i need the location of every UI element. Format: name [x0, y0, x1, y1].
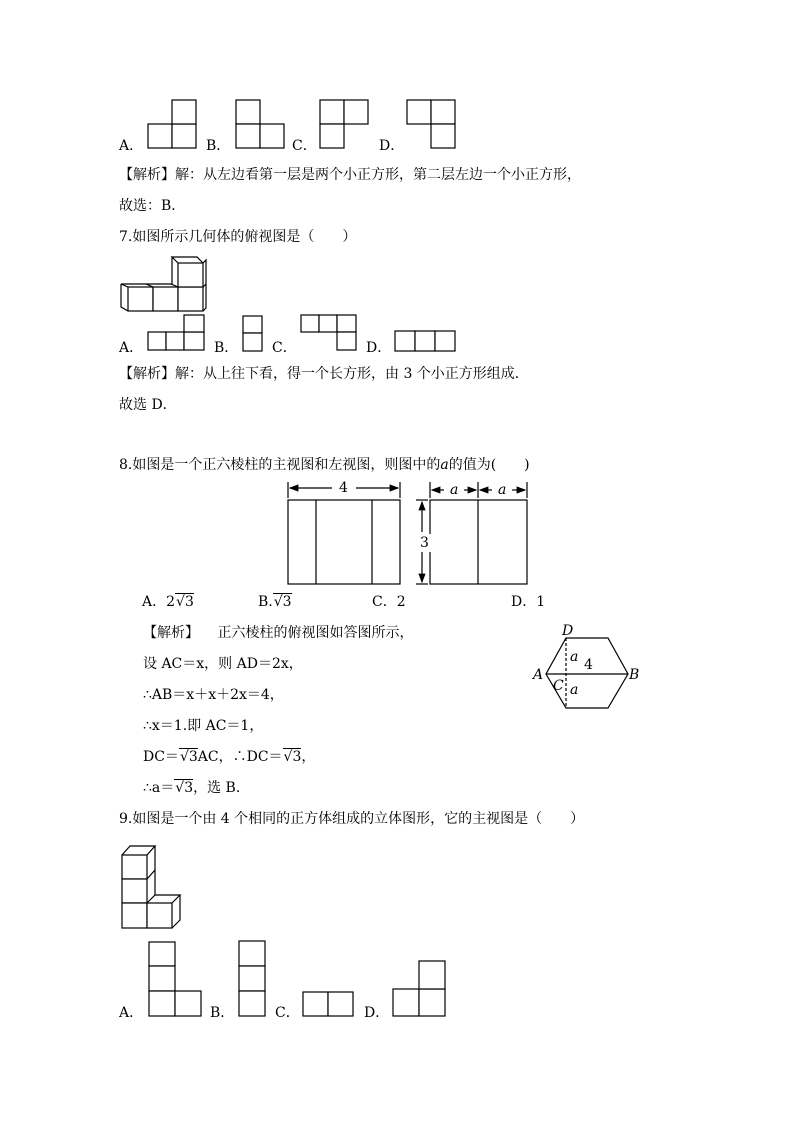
q8-stem-suffix: 的值为( )	[448, 457, 530, 473]
q6-option-a-label[interactable]: A．	[119, 138, 144, 154]
q8-step-5-a: DC＝	[143, 749, 179, 765]
q8-option-a-text: A．2	[142, 594, 176, 610]
q9-option-d-label[interactable]: D．	[364, 1005, 390, 1021]
q8-step-5-sqrt2: √3	[283, 749, 302, 765]
q8-stem-var: a	[440, 457, 449, 473]
q6-analysis: 【解析】解：从左边看第一层是两个小正方形，第二层左边一个小正方形，	[119, 167, 581, 183]
q7-question-stem: 7.如图所示几何体的俯视图是（ ）	[119, 229, 357, 245]
q8-step-6-a: ∴a＝	[143, 780, 175, 796]
q8-step-4: ∴x＝1.即 AC＝1，	[143, 718, 264, 734]
q8-option-b-radicand: √3	[273, 594, 292, 610]
q8-step-3: ∴AB＝x＋x＋2x＝4，	[143, 687, 284, 703]
q8-stem-prefix: 8.如图是一个正六棱柱的主视图和左视图，则图中的	[119, 457, 441, 473]
q7-option-a-label[interactable]: A．	[119, 340, 144, 356]
q8-option-a-radicand: √3	[176, 594, 194, 610]
q9-option-c-label[interactable]: C．	[275, 1005, 300, 1021]
q8-analysis-tag: 【解析】	[143, 625, 199, 641]
q8-step-6-sqrt: √3	[175, 780, 194, 796]
q6-option-d-label[interactable]: D．	[379, 138, 405, 154]
q8-dim-height: 3	[420, 535, 429, 551]
q6-option-b-label[interactable]: B．	[206, 138, 231, 154]
q8-hex-label-c: C	[553, 678, 564, 694]
q8-step-6-b: ，选 B.	[193, 780, 241, 796]
q7-answer: 故选 D．	[119, 397, 177, 413]
q6-option-c-label[interactable]: C．	[292, 138, 317, 154]
q9-option-a-label[interactable]: A．	[119, 1005, 144, 1021]
q7-option-d-label[interactable]: D．	[366, 340, 392, 356]
q8-option-d[interactable]: D．1	[511, 594, 546, 610]
q8-dim-width: 4	[339, 480, 348, 496]
q8-analysis-text: 正六棱柱的俯视图如答图所示，	[217, 625, 414, 641]
q6-answer: 故选：B．	[119, 198, 186, 214]
q8-hex-a-lower: a	[570, 682, 579, 698]
q8-hex-a-upper: a	[570, 649, 579, 665]
q8-hex-length: 4	[584, 657, 593, 673]
q8-dim-a-left: a	[450, 482, 459, 498]
q7-analysis: 【解析】解：从上往下看，得一个长方形，由 3 个小正方形组成．	[119, 366, 529, 382]
q8-dim-a-right: a	[498, 482, 507, 498]
q7-option-c-label[interactable]: C．	[272, 340, 297, 356]
q8-step-5-sqrt1: √3	[179, 749, 198, 765]
q9-question-stem: 9.如图是一个由 4 个相同的正方体组成的立体图形，它的主视图是（ ）	[119, 811, 585, 827]
q8-option-c[interactable]: C．2	[372, 594, 406, 610]
q8-hex-label-d: D	[562, 623, 574, 639]
q8-step-2: 设 AC＝x，则 AD＝2x，	[143, 656, 303, 672]
q8-step-5: DC＝√3AC，∴DC＝√3，	[143, 749, 316, 765]
q8-step-5-b: AC，∴DC＝	[197, 749, 283, 765]
q8-option-b-text: B.	[258, 594, 273, 610]
q8-hex-label-b: B	[629, 667, 640, 683]
q8-hex-label-a: A	[533, 667, 544, 683]
q7-option-b-label[interactable]: B．	[214, 340, 239, 356]
q9-option-b-label[interactable]: B．	[210, 1005, 235, 1021]
